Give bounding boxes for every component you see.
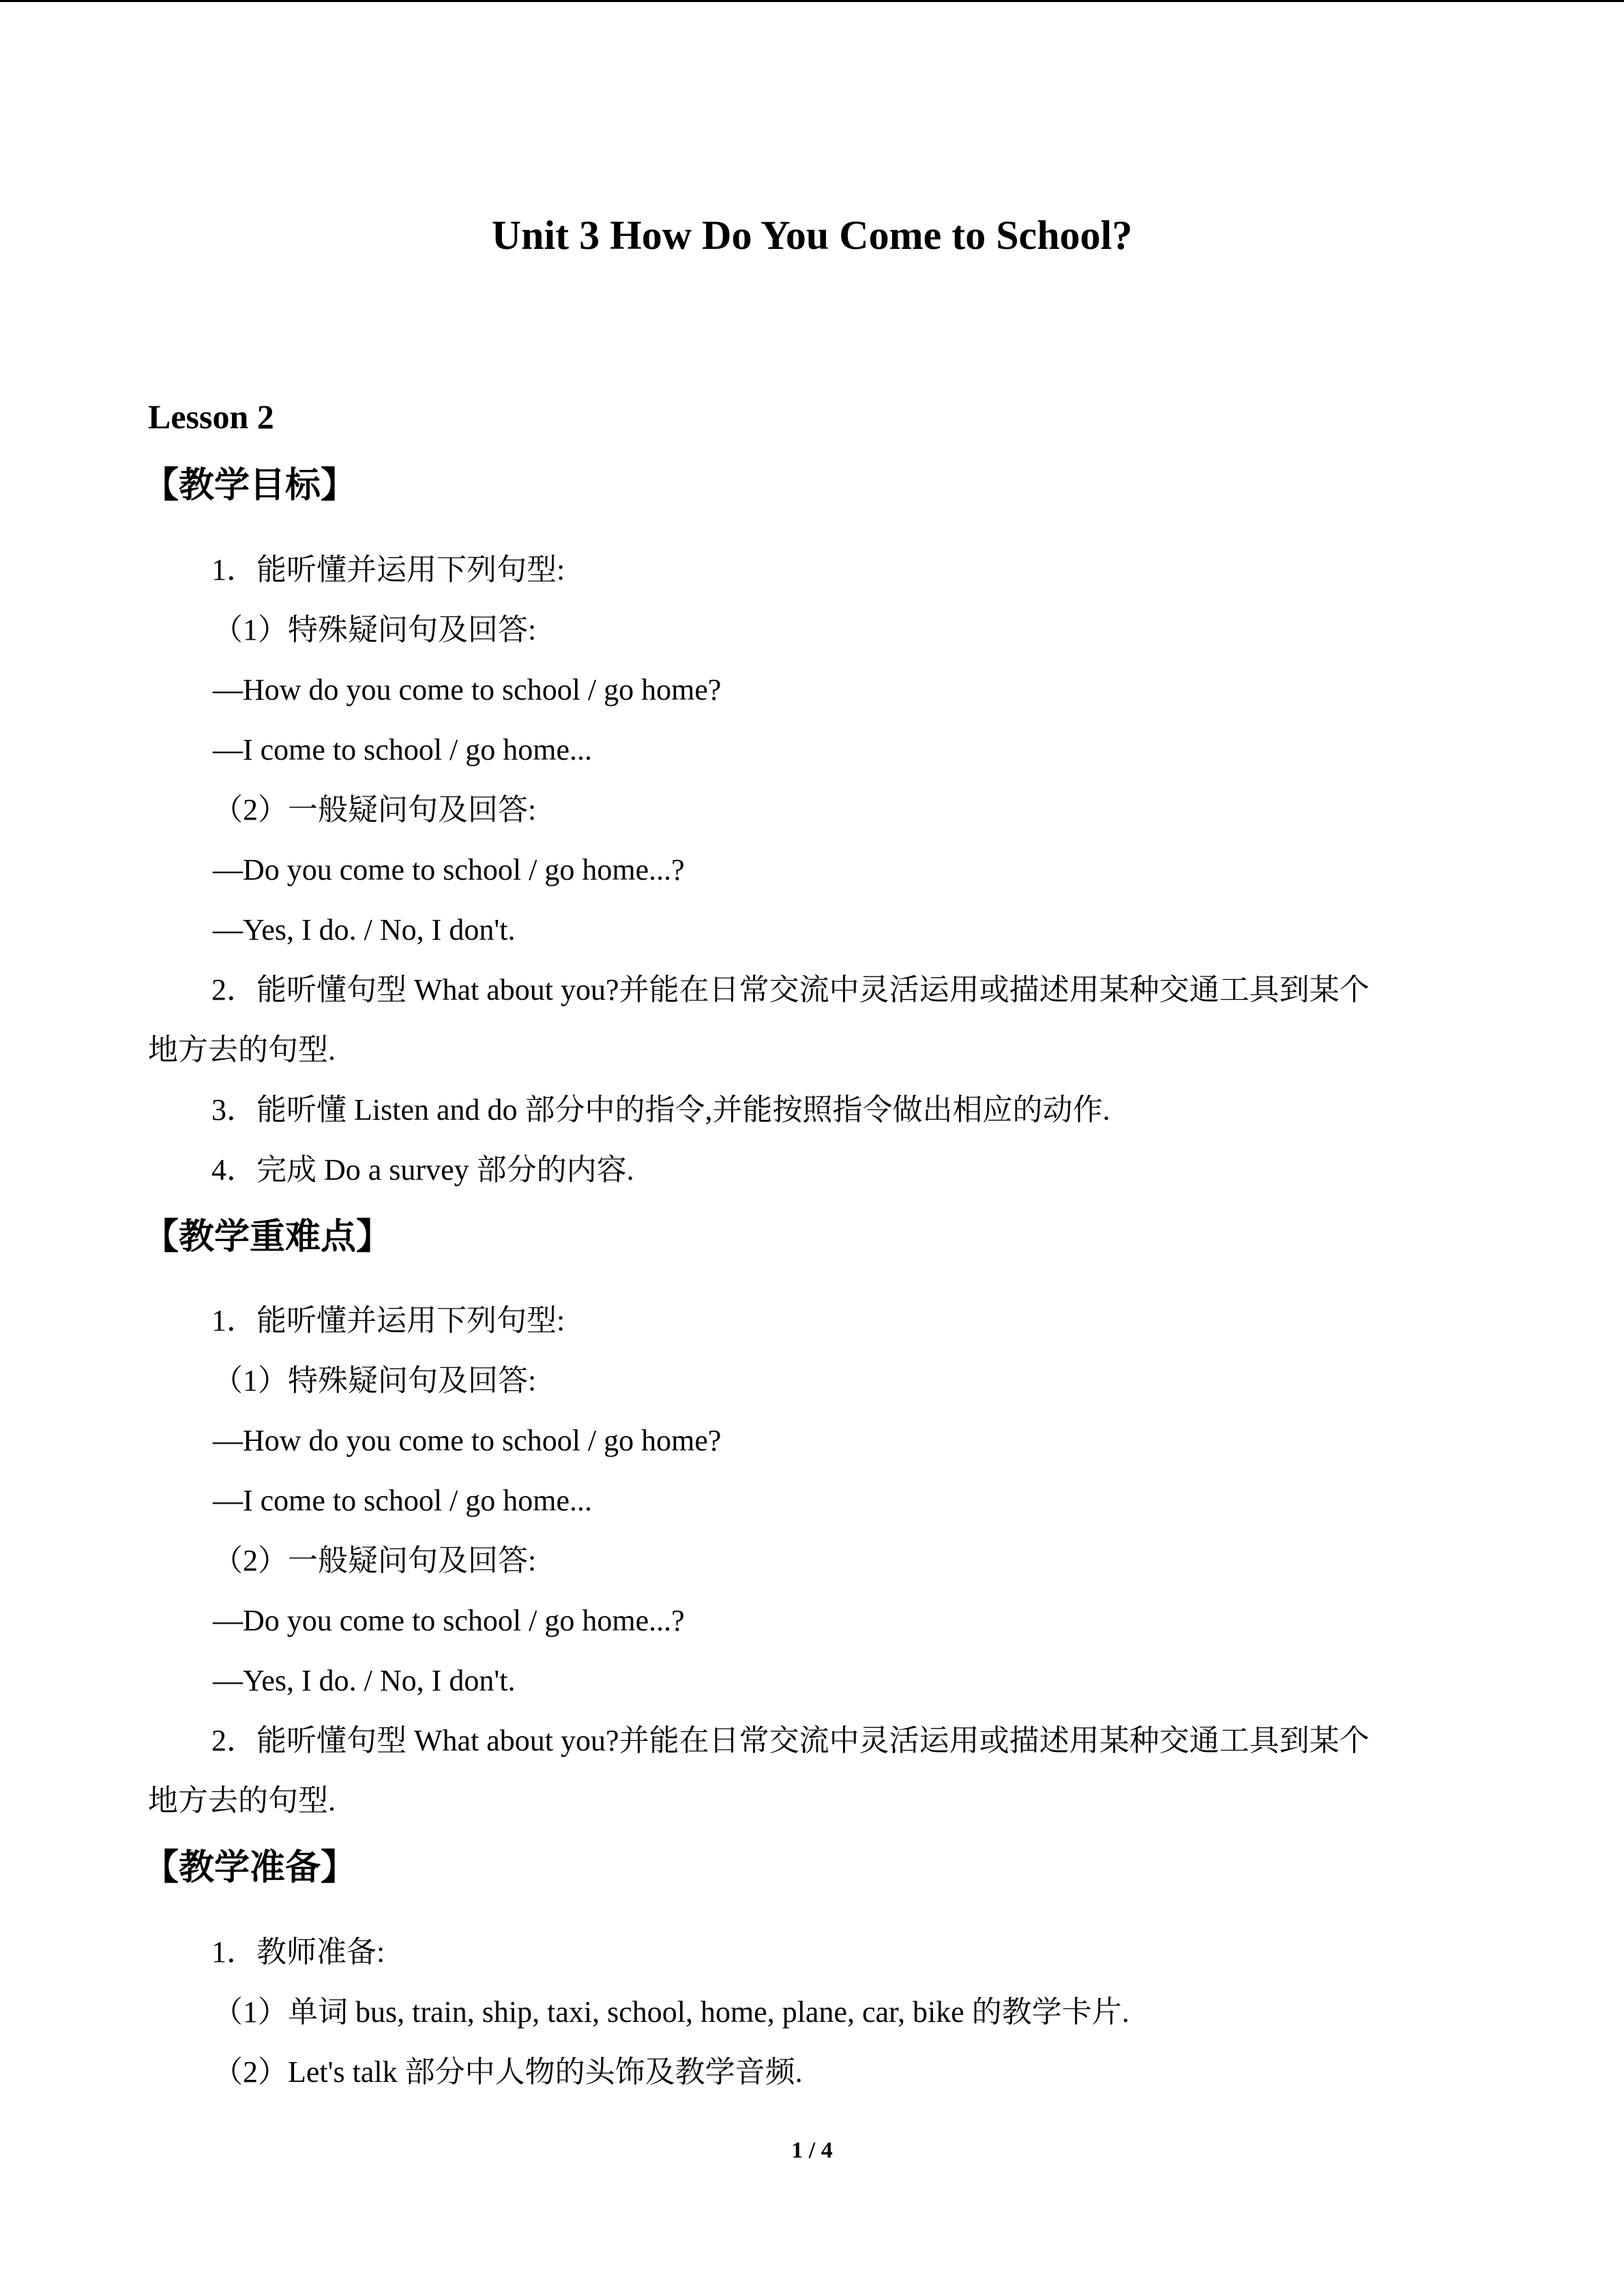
key-points-line: 2．能听懂句型 What about you?并能在日常交流中灵活运用或描述用某种交通工具到某个 (211, 1724, 1370, 1757)
objectives-line: 1．能听懂并运用下列句型: (211, 553, 565, 586)
key-points-line: （2）一般疑问句及回答: (213, 1544, 537, 1577)
key-points-line: 地方去的句型. (148, 1784, 336, 1817)
objectives-line: （1）特殊疑问句及回答: (213, 613, 537, 646)
key-points-line: —I come to school / go home... (213, 1484, 593, 1517)
objectives-line: 3．能听懂 Listen and do 部分中的指令,并能按照指令做出相应的动作. (211, 1093, 1110, 1127)
objectives-line: —I come to school / go home... (213, 733, 593, 766)
objectives-line: 2．能听懂句型 What about you?并能在日常交流中灵活运用或描述用某种交通工具到某个 (211, 973, 1370, 1007)
key-points-line: （1）特殊疑问句及回答: (213, 1364, 537, 1397)
preparation-line: （2）Let's talk 部分中人物的头饰及教学音频. (213, 2055, 803, 2089)
key-points-line: 1．能听懂并运用下列句型: (211, 1304, 565, 1337)
objectives-line: —Do you come to school / go home...? (213, 853, 685, 886)
section-heading-objectives: 【教学目标】 (143, 465, 357, 506)
key-points-line: —Do you come to school / go home...? (213, 1604, 685, 1637)
section-heading-key-points: 【教学重难点】 (143, 1217, 392, 1257)
objectives-line: 4．完成 Do a survey 部分的内容. (211, 1153, 634, 1187)
objectives-line: —How do you come to school / go home? (213, 673, 722, 706)
key-points-line: —How do you come to school / go home? (213, 1424, 722, 1457)
key-points-line: —Yes, I do. / No, I don't. (213, 1664, 516, 1697)
objectives-line: 地方去的句型. (148, 1033, 336, 1067)
section-heading-preparation: 【教学准备】 (143, 1847, 357, 1888)
page-number: 1 / 4 (791, 2138, 833, 2163)
preparation-line: 1．教师准备: (211, 1935, 385, 1969)
objectives-line: （2）一般疑问句及回答: (213, 793, 537, 826)
preparation-line: （1）单词 bus, train, ship, taxi, school, home, plane, car, bike 的教学卡片. (213, 1995, 1130, 2029)
document-title: Unit 3 How Do You Come to School? (491, 213, 1133, 258)
objectives-line: —Yes, I do. / No, I don't. (213, 913, 516, 946)
lesson-label: Lesson 2 (148, 398, 274, 436)
